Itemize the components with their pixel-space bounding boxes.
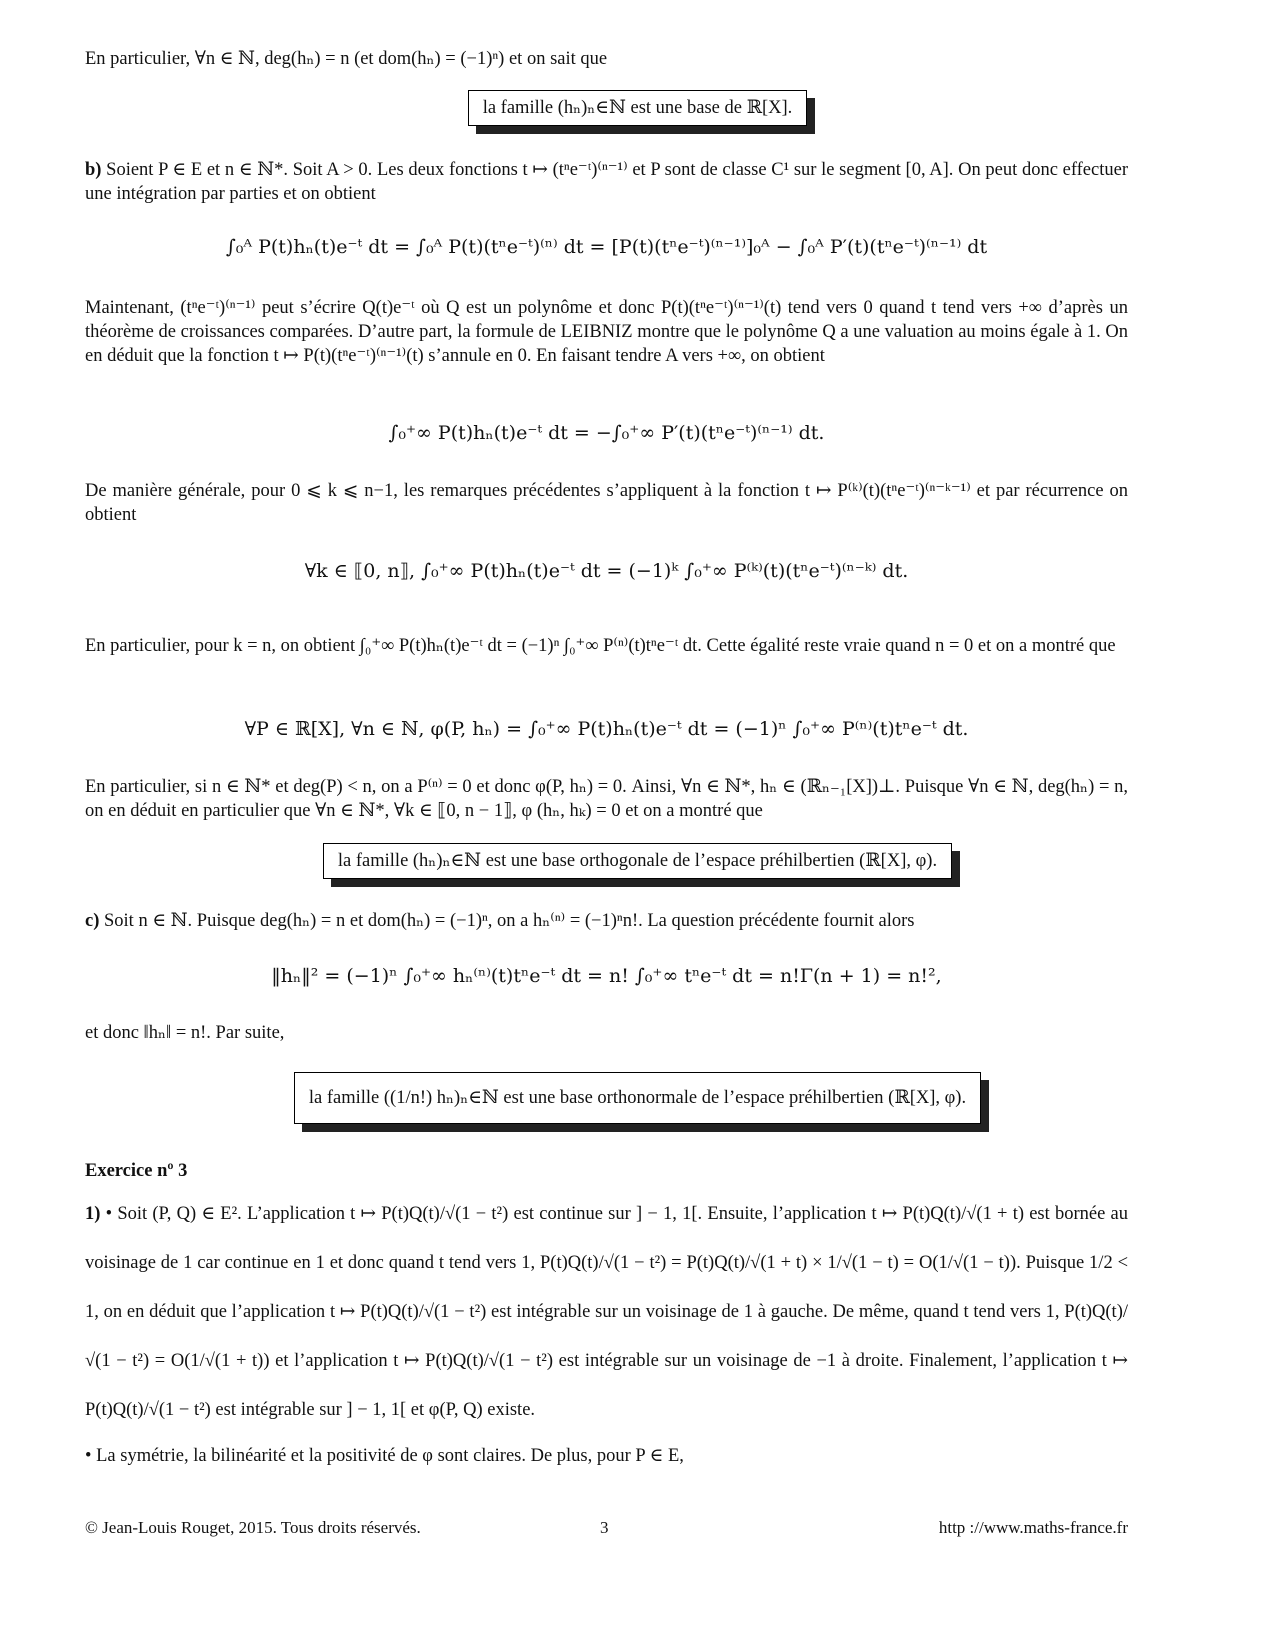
footer-copyright: © Jean-Louis Rouget, 2015. Tous droits réservés.: [85, 1518, 421, 1537]
part-c-label: c): [85, 911, 100, 931]
paragraph-orthogonality: En particulier, si n ∈ ℕ* et deg(P) < n, on a P⁽ⁿ⁾ = 0 et donc φ(P, hₙ) = 0. Ainsi, ∀n ∈ ℕ*, hₙ ∈ (ℝₙ₋₁[X])⊥. Puisque ∀n ∈ ℕ, deg(hₙ) = n, on en déduit en particulier que ∀n ∈ ℕ*, ∀k ∈ ⟦0, n − 1⟧, φ (hₙ, hₖ) = 0 et on a montré que: [85, 777, 1128, 821]
equation-norm: ‖hₙ‖² = (−1)ⁿ ∫₀⁺∞ hₙ⁽ⁿ⁾(t)tⁿe⁻ᵗ dt = n! ∫₀⁺∞ tⁿe⁻ᵗ dt = n!Γ(n + 1) = n!²,: [271, 965, 942, 987]
part-c-paragraph: [85, 909, 1128, 933]
paragraph-norm: et donc ‖hₙ‖ = n!. Par suite,: [85, 1023, 285, 1043]
equation-recurrence: ∀k ∈ ⟦0, n⟧, ∫₀⁺∞ P(t)hₙ(t)e⁻ᵗ dt = (−1)ᵏ ∫₀⁺∞ P⁽ᵏ⁾(t)(tⁿe⁻ᵗ)⁽ⁿ⁻ᵏ⁾ dt.: [304, 560, 909, 582]
boxed-result-orthonormal: la famille ((1/n!) hₙ)ₙ∈ℕ est une base orthonormale de l’espace préhilbertien (ℝ[X], φ).: [294, 1072, 981, 1124]
result-box-wrap: [0, 843, 1275, 879]
part-c-text: Soit n ∈ ℕ. Puisque deg(hₙ) = n et dom(hₙ) = (−1)ⁿ, on a hₙ⁽ⁿ⁾ = (−1)ⁿn!. La question précédente fournit alors: [104, 911, 915, 931]
footer-url[interactable]: http ://www.maths-france.fr: [938, 1518, 1128, 1537]
equation-integration-by-parts: ∫₀ᴬ P(t)hₙ(t)e⁻ᵗ dt = ∫₀ᴬ P(t)(tⁿe⁻ᵗ)⁽ⁿ⁾ dt = [P(t)(tⁿe⁻ᵗ)⁽ⁿ⁻¹⁾]₀ᴬ − ∫₀ᴬ P′(t)(tⁿe⁻ᵗ)⁽ⁿ⁻¹⁾ dt: [225, 236, 988, 258]
boxed-result-base: la famille (hₙ)ₙ∈ℕ est une base de ℝ[X].: [468, 90, 808, 126]
question-1-label: 1): [85, 1204, 101, 1224]
footer-page-number: 3: [600, 1518, 609, 1537]
boxed-result-orthogonal: la famille (hₙ)ₙ∈ℕ est une base orthogonale de l’espace préhilbertien (ℝ[X], φ).: [323, 843, 952, 879]
paragraph-general: De manière générale, pour 0 ⩽ k ⩽ n−1, les remarques précédentes s’appliquent à la fonction t ↦ P⁽ᵏ⁾(t)(tⁿe⁻ᵗ)⁽ⁿ⁻ᵏ⁻¹⁾ et par récurrence on obtient: [85, 481, 1128, 525]
paragraph-intro: En particulier, ∀n ∈ ℕ, deg(hₙ) = n (et dom(hₙ) = (−1)ⁿ) et on sait que: [85, 49, 608, 69]
equation-phi: ∀P ∈ ℝ[X], ∀n ∈ ℕ, φ(P, hₙ) = ∫₀⁺∞ P(t)hₙ(t)e⁻ᵗ dt = (−1)ⁿ ∫₀⁺∞ P⁽ⁿ⁾(t)tⁿe⁻ᵗ dt.: [244, 718, 969, 740]
part-b-paragraph: [85, 158, 1128, 206]
part-b-text: Soient P ∈ E et n ∈ ℕ*. Soit A > 0. Les deux fonctions t ↦ (tⁿe⁻ᵗ)⁽ⁿ⁻¹⁾ et P sont de classe C¹ sur le segment [0, A]. On peut donc effectuer une intégration par parties et on obtient: [85, 160, 1128, 204]
paragraph-limits: Maintenant, (tⁿe⁻ᵗ)⁽ⁿ⁻¹⁾ peut s’écrire Q(t)e⁻ᵗ où Q est un polynôme et donc P(t)(tⁿe⁻ᵗ)⁽ⁿ⁻¹⁾(t) tend vers 0 quand t tend vers +∞ d’après un théorème de croissances comparées. D’autre part, la formule de LEIBNIZ montre que le polynôme Q a une valuation au moins égale à 1. On en déduit que la fonction t ↦ P(t)(tⁿe⁻ᵗ)⁽ⁿ⁻¹⁾(t) s’annule en 0. En faisant tendre A vers +∞, on obtient: [85, 298, 1128, 366]
result-box-wrap: [0, 1072, 1275, 1124]
equation-limit: ∫₀⁺∞ P(t)hₙ(t)e⁻ᵗ dt = −∫₀⁺∞ P′(t)(tⁿe⁻ᵗ)⁽ⁿ⁻¹⁾ dt.: [388, 422, 825, 444]
paragraph-symmetry: • La symétrie, la bilinéarité et la positivité de φ sont claires. De plus, pour P ∈ E,: [85, 1446, 684, 1466]
paragraph-k-equals-n: En particulier, pour k = n, on obtient ∫₀⁺∞ P(t)hₙ(t)e⁻ᵗ dt = (−1)ⁿ ∫₀⁺∞ P⁽ⁿ⁾(t)tⁿe⁻ᵗ dt. Cette égalité reste vraie quand n = 0 et on a montré que: [85, 636, 1116, 656]
exercise-heading: Exercice nº 3: [85, 1161, 188, 1181]
question-1-text: • Soit (P, Q) ∈ E². L’application t ↦ P(t)Q(t)/√(1 − t²) est continue sur ] − 1, 1[. Ensuite, l’application t ↦ P(t)Q(t)/√(1 + t) est bornée au voisinage de 1 car continue en 1 et donc quand t tend vers 1, P(t)Q(t)/√(1 − t²) = P(t)Q(t)/√(1 + t) × 1/√(1 − t) = O(1/√(1 − t)). Puisque 1/2 < 1, on en déduit que l’application t ↦ P(t)Q(t)/√(1 − t²) est intégrable sur un voisinage de 1 à gauche. De même, quand t tend vers 1, P(t)Q(t)/√(1 − t²) = O(1/√(1 + t)) et l’application t ↦ P(t)Q(t)/√(1 − t²) est intégrable sur un voisinage de −1 à droite. Finalement, l’application t ↦ P(t)Q(t)/√(1 − t²) est intégrable sur ] − 1, 1[ et φ(P, Q) existe.: [85, 1204, 1129, 1420]
question-1-paragraph: [85, 1190, 1128, 1435]
result-box-wrap: [0, 90, 1275, 126]
part-b-label: b): [85, 160, 102, 180]
